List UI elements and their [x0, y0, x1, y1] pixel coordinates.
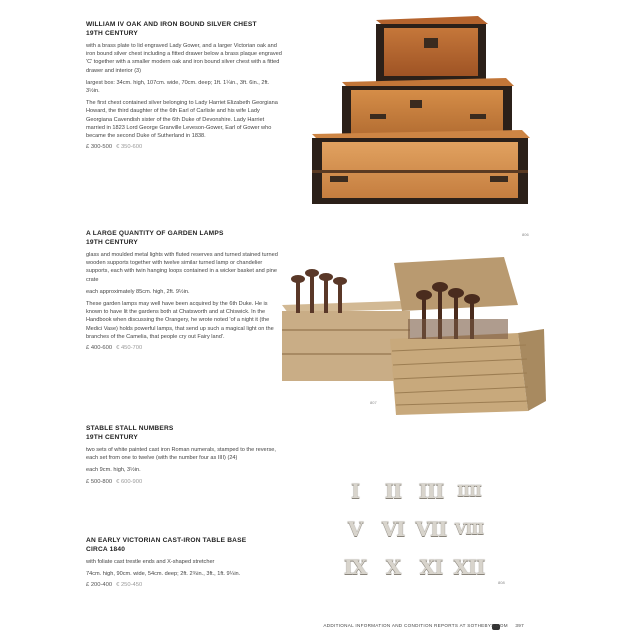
- lot-description: with foliate cast trestle ends and X-shaped stretcher: [86, 559, 215, 565]
- lot-title: A LARGE QUANTITY OF GARDEN LAMPS 19TH CENTURY: [86, 230, 224, 246]
- lot-provenance: These garden lamps may well have been acquired by the 6th Duke. He is known to have lit the gardens both at Chatsworth and at Chiswick. In the Handbook when discussing the Orangery, he wrote noted 'of a night it (the Medici Vase) holds powerful lamps, that send up such a magical light on the branches of the Camelia, that people cry out Fairy land'.: [86, 301, 274, 340]
- lot-description: two sets of white painted cast iron Roman numerals, stamped to the reverse, each set from one to twelve (with the number four as IIII) (24): [86, 447, 276, 462]
- lot-description: glass and moulded metal lights with fluted reserves and turned stained turned wooden supports together with twelve similar turned lamp or chandelier supports, each with twin hanging loops contained in a wicker basket and pine crate: [86, 252, 278, 283]
- page-number: 397: [515, 623, 524, 628]
- lot-estimate: £ 500-800 € 600-900: [86, 478, 143, 485]
- stall-numeral-plate: II: [384, 479, 402, 503]
- lot-dimensions: 74cm. high, 90cm. wide, 54cm. deep; 2ft. 2¾in., 3ft., 1ft. 9¼in.: [86, 571, 241, 578]
- lot-dimensions: each approximately 85cm. high, 2ft. 9½in.: [86, 288, 190, 295]
- lot-garden-lamps: [86, 229, 282, 351]
- stall-numeral-plate: IIII: [456, 482, 482, 500]
- lot-number-label: 808: [498, 580, 505, 585]
- garden-lamps-image: [282, 255, 548, 417]
- lot-dimensions: each 9cm. high, 3½in.: [86, 467, 141, 474]
- lot-estimate: £ 300-500 € 350-600: [86, 144, 143, 151]
- lot-chest: [86, 20, 282, 150]
- lot-stall-numbers: [86, 424, 282, 485]
- lot-title: STABLE STALL NUMBERS 19TH CENTURY: [86, 425, 174, 441]
- stall-numeral-plate: XI: [419, 555, 443, 579]
- chests-image: [300, 10, 532, 220]
- stall-numeral-plate: VII: [415, 517, 447, 541]
- lot-title: WILLIAM IV OAK AND IRON BOUND SILVER CHEST 19TH CENTURY: [86, 21, 257, 37]
- lot-description: with a brass plate to lid engraved Lady Gower, and a larger Victorian oak and iron bound silver chest including a fitted drawer below a brass plaque engraved 'C' together with a smaller modern oak and iron bound silver chest with a fitted drawer and interior (3): [86, 43, 282, 74]
- stall-numeral-plate: X: [385, 555, 401, 579]
- lot-number-label: 807: [370, 400, 377, 405]
- lot-estimate: £ 400-600 € 450-700: [86, 345, 143, 352]
- footer-text: ADDITIONAL INFORMATION AND CONDITION REPORTS AT SOTHEBYS.COM: [323, 623, 508, 628]
- stall-numeral-plate: VI: [381, 517, 405, 541]
- stall-numeral-plate: I: [350, 479, 360, 503]
- lot-estimate: £ 200-400 € 250-450: [86, 582, 143, 589]
- lot-title: AN EARLY VICTORIAN CAST-IRON TABLE BASE CIRCA 1840: [86, 537, 247, 553]
- stall-numbers-image: [338, 474, 488, 586]
- lot-table-base: [86, 536, 282, 588]
- page-footer: [323, 623, 524, 628]
- stall-numeral-plate: III: [418, 479, 444, 503]
- stall-numeral-plate: XII: [453, 555, 485, 579]
- stall-numeral-plate: IX: [343, 555, 367, 579]
- lot-dimensions: largest box: 34cm. high, 107cm. wide, 70cm. deep; 1ft. 1¼in., 3ft. 6in., 2ft. 3½in.: [86, 79, 270, 95]
- lot-number-label: 806: [522, 232, 529, 237]
- stall-numeral-plate: VIII: [454, 520, 484, 538]
- lot-provenance: The first chest contained silver belonging to Lady Harriet Elizabeth Georgiana Howard, the third daughter of the 6th Earl of Carlisle and his wife Lady Georgiana Cavendish sister of the 6th Duke of Devonshire. Lady Harriet married in 1823 Lord George Granville Leveson-Gower, Earl of Gower who became the second Duke of Sutherland in 1838.: [86, 100, 278, 140]
- stall-numeral-plate: V: [347, 517, 363, 541]
